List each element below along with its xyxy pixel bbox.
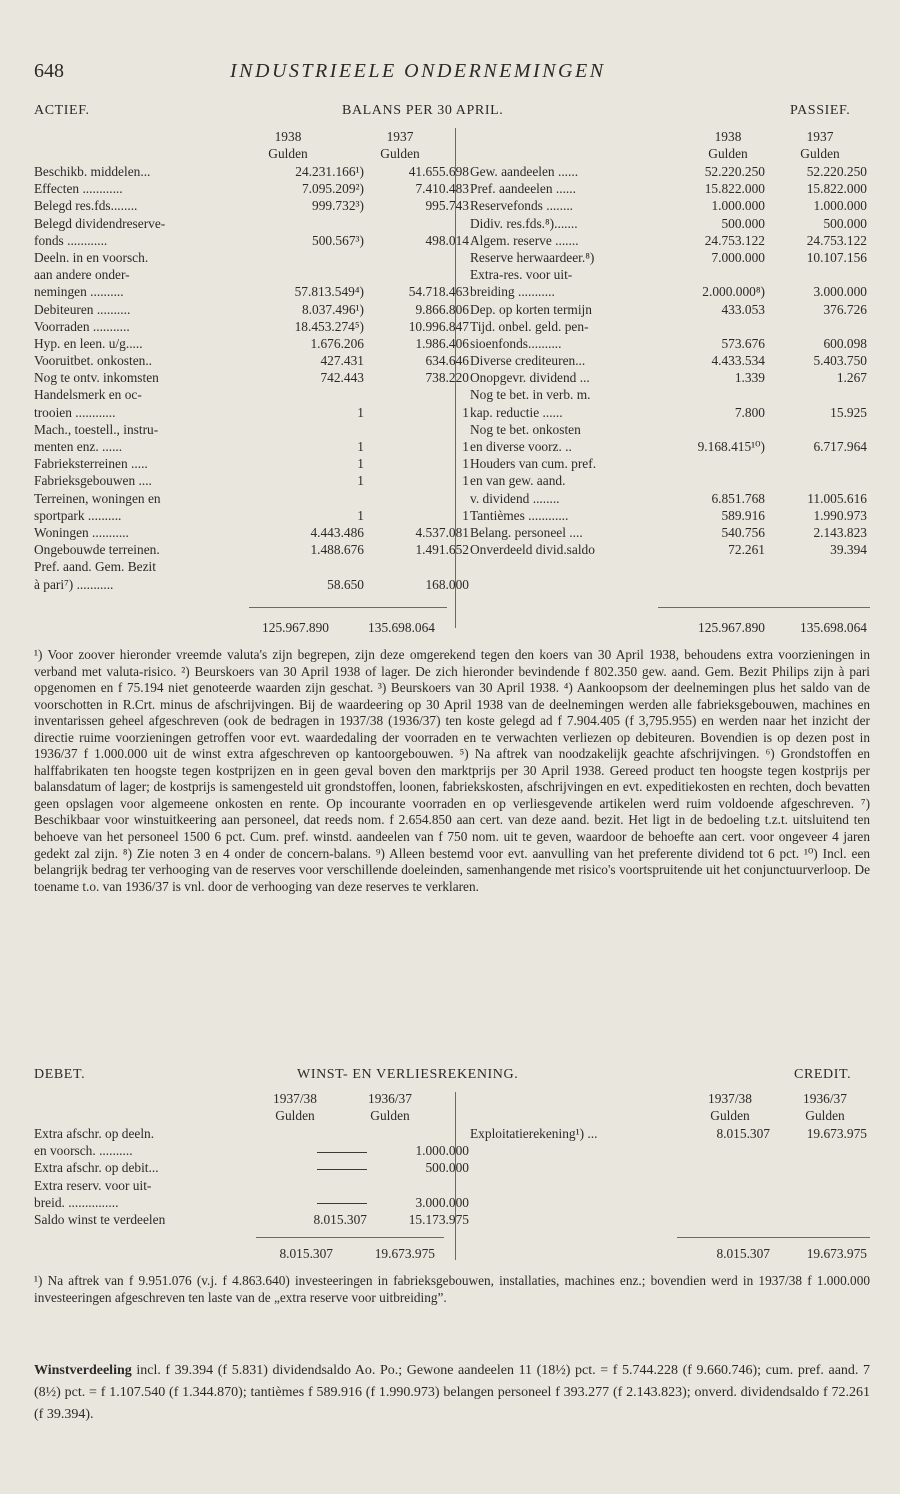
credit-year-1: 1937/38 [708, 1091, 752, 1106]
actief-row: Debiteuren .......... 8.037.496¹) 9.866.806 [34, 301, 469, 317]
passief-row: Diverse crediteuren... 4.433.534 5.403.750 [470, 353, 867, 369]
credit-total-2: 19.673.975 [806, 1246, 867, 1261]
actief-row: Hyp. en leen. u/g..... 1.676.206 1.986.406 [34, 335, 469, 351]
passief-year-1937: 1937 [806, 129, 834, 144]
passief-total-1938: 125.967.890 [698, 620, 765, 635]
pl-footnote-text: ¹) Na aftrek van f 9.951.076 (v.j. f 4.863.640) investeeringen in fabrieksgebouwen, installaties, machines enz.; bovendien werd in 1937/38 f 1.000.000 investeeringen afgeschreven ten laste van de „extra reserve voor uitbreiding”. [34, 1273, 870, 1305]
passief-row: en van gew. aand. [470, 473, 566, 489]
actief-row: aan andere onder- [34, 267, 130, 283]
actief-list [34, 163, 469, 593]
debet-row: breid. ............... 3.000.000 [34, 1194, 469, 1210]
passief-row: Nog te bet. onkosten [470, 421, 581, 437]
passief-row: breiding ........... 2.000.000⁸) 3.000.000 [470, 284, 867, 300]
actief-row: menten enz. ...... 1 1 [34, 439, 469, 454]
credit-year-2: 1936/37 [803, 1091, 847, 1106]
debet-row: Saldo winst te verdeelen 8.015.307 15.173.975 [34, 1211, 469, 1227]
debet-total-rule [256, 1237, 444, 1238]
actief-year-1938: 1938 [274, 129, 302, 144]
actief-row: Deeln. in en voorsch. [34, 249, 149, 265]
passief-row: Houders van cum. pref. [470, 456, 597, 472]
passief-row: Pref. aandeelen ...... 15.822.000 15.822.000 [470, 181, 867, 197]
winstverdeeling-paragraph [34, 1360, 870, 1426]
debet-total-1: 8.015.307 [279, 1246, 333, 1261]
actief-row: Belegd res.fds........ 999.732³) 995.743 [34, 198, 469, 214]
debet-row: Extra reserv. voor uit- [34, 1177, 152, 1193]
passief-unit-1: Gulden [708, 146, 748, 161]
debet-row: Extra afschr. op deeln. [34, 1126, 155, 1141]
actief-row: Pref. aand. Gem. Bezit [34, 559, 156, 575]
actief-row: Ongebouwde terreinen. 1.488.676 1.491.652 [34, 542, 469, 558]
actief-total-1938: 125.967.890 [262, 620, 329, 635]
actief-row: Fabrieksterreinen ..... 1 1 [34, 456, 469, 472]
actief-row: trooien ............ 1 1 [34, 404, 469, 420]
actief-row: Vooruitbet. onkosten.. 427.431 634.646 [34, 353, 469, 369]
passief-unit-2: Gulden [800, 146, 840, 161]
passief-row: v. dividend ........ 6.851.768 11.005.616 [470, 490, 867, 506]
debet-year-2: 1936/37 [368, 1091, 412, 1106]
passief-row: Tijd. onbel. geld. pen- [470, 318, 589, 334]
credit-row: Exploitatierekening¹) ... 8.015.307 19.673.975 [470, 1126, 867, 1141]
debet-unit-1: Gulden [275, 1108, 315, 1123]
actief-total-1937: 135.698.064 [368, 620, 435, 635]
debet-row: en voorsch. .......... 1.000.000 [34, 1143, 469, 1159]
actief-row: Nog te ontv. inkomsten 742.443 738.220 [34, 370, 469, 386]
pl-footnote [34, 1273, 870, 1306]
actief-row: Beschikb. middelen... 24.231.166¹) 41.655.698 [34, 164, 469, 179]
actief-row: fonds ............ 500.567³) 498.014 [34, 232, 469, 248]
page-number: 648 [34, 60, 64, 82]
winstverdeeling-label: Winstverdeeling [34, 1363, 132, 1378]
passief-row: Extra-res. voor uit- [470, 267, 573, 283]
passief-row: Gew. aandeelen ...... 52.220.250 52.220.250 [470, 164, 867, 179]
passief-year-1938: 1938 [714, 129, 742, 144]
passief-row: kap. reductie ...... 7.800 15.925 [470, 404, 867, 420]
actief-unit-1: Gulden [268, 146, 308, 161]
credit-total-1: 8.015.307 [716, 1246, 770, 1261]
credit-unit-1: Gulden [710, 1108, 750, 1123]
passief-row: Nog te bet. in verb. m. [470, 387, 591, 403]
debet-total-2: 19.673.975 [374, 1246, 435, 1261]
actief-total-rule [249, 607, 447, 608]
actief-row: Terreinen, woningen en [34, 490, 161, 506]
actief-row: nemingen .......... 57.813.549⁴) 54.718.463 [34, 284, 469, 300]
actief-row: à pari⁷) ........... 58.650 168.000 [34, 576, 469, 592]
actief-row: Fabrieksgebouwen .... 1 1 [34, 473, 469, 489]
balance-title: BALANS PER 30 APRIL. [342, 103, 504, 118]
passief-row: Algem. reserve ....... 24.753.122 24.753.122 [470, 232, 867, 248]
passief-row: Reservefonds ........ 1.000.000 1.000.000 [470, 198, 867, 214]
passief-row: Onverdeeld divid.saldo 72.261 39.394 [470, 542, 867, 558]
passief-row: en diverse voorz. .. 9.168.415¹⁰) 6.717.964 [470, 439, 867, 454]
debet-list [34, 1125, 469, 1228]
passief-row: Onopgevr. dividend ... 1.339 1.267 [470, 370, 867, 386]
passief-total-1937: 135.698.064 [800, 620, 867, 635]
passief-list [470, 163, 875, 558]
actief-row: sportpark .......... 1 1 [34, 507, 469, 523]
passief-row: Dep. op korten termijn 433.053 376.726 [470, 301, 867, 317]
running-head: INDUSTRIEELE ONDERNEMINGEN [230, 60, 606, 82]
credit-list [470, 1125, 870, 1142]
actief-row: Mach., toestell., instru- [34, 421, 159, 437]
passief-row: Didiv. res.fds.⁸)....... 500.000 500.000 [470, 215, 867, 231]
passief-heading: PASSIEF. [790, 103, 851, 118]
passief-total-rule [658, 607, 870, 608]
debet-row: Extra afschr. op debit... 500.000 [34, 1160, 469, 1176]
pl-title: WINST- EN VERLIESREKENING. [297, 1067, 519, 1082]
actief-row: Voorraden ........... 18.453.274⁵) 10.996.847 [34, 318, 469, 334]
actief-row: Handelsmerk en oc- [34, 387, 142, 403]
balance-footnotes-text: ¹) Voor zoover hieronder vreemde valuta's zijn begrepen, zijn deze omgerekend tegen den koers van 30 April 1938, behoudens extra voorzieningen in verband met valuta-risico. ²) Beurskoers van 30 April 1938 of lager. De zich hieronder bevindende f 802.350 gew. aand. Gem. Bezit Philips zijn à pari opgenomen en f 75.194 niet genoteerde waarden zijn geschat. ³) Beurskoers van 30 April 1938. ⁴) Aankoopsom der deelnemingen plus het saldo van de voorschotten in R.Crt. minus de afschrijvingen. Bij de waardeering op 30 April 1938 van de deelnemingen werden alle fabrieksgebouwen, machines en inventarissen geheel afgeschreven (ook de bedragen in 1937/38 (1936/37) ten koste gelegd ad f 7.904.405 (f 3,795.955) en werden naar het inzicht der directie ruime voorzieningen getroffen voor evt. waardedaling der voorraden en te verwachten verliezen op debiteuren. Bovendien is op dezen post in 1936/37 f 1.000.000 uit de winst extra afgeschreven op kantoorgebouwen. ⁵) Na aftrek van noodzakelijk geachte afschrijvingen. ⁶) Grondstoffen en halffabrikaten ten hoogste tegen kostprijzen en in geen geval boven den marktprijs per 30 April 1938. Gereed product ten hoogste tegen kostprijs per balansdatum of lager; de kostprijs is samengesteld uit grondstoffen, loonen, fabriekskosten, afschrijvingen en evt. expeditiekosten en rechten, doch bevatten geen opslagen voor algemeene onkosten en rente. Op incourante voorraden en op verliesgevende artikelen werd ruim voldoende afgeschreven. ⁷) Beschikbaar voor winstuitkeering aan personeel, dat reeds nom. f 2.654.850 aan cert. van deze aand. bezit. Het ligt in de bedoeling t.z.t. uitsluitend ten behoeve van het personeel 1500 6 pct. Cum. pref. winstd. aandeelen van f 750 nom. uit te geven, waardoor de behoefte aan cert. voor ongeveer 4 jaren gedekt zal zijn. ⁸) Zie noten 3 en 4 onder de concern-balans. ⁹) Alleen bestemd voor evt. aanvulling van het preferente dividend tot 6 pct. ¹⁰) Incl. een belangrijk bedrag ter verhooging van de reserves voor verschillende doeleinden, samenhangende met risico's voortspruitende uit het conjunctuurverloop. De toename t.o. van 1936/37 is vnl. door de verhooging van deze reserves te verklaren. [34, 647, 870, 894]
actief-unit-2: Gulden [380, 146, 420, 161]
passief-row: sioenfonds.......... 573.676 600.098 [470, 335, 867, 351]
actief-row: Woningen ........... 4.443.486 4.537.081 [34, 524, 469, 540]
debet-heading: DEBET. [34, 1067, 86, 1082]
passief-row: Reserve herwaardeer.⁸) 7.000.000 10.107.156 [470, 249, 867, 265]
credit-unit-2: Gulden [805, 1108, 845, 1123]
winstverdeeling-text: incl. f 39.394 (f 5.831) dividendsaldo Ao. Po.; Gewone aandeelen 11 (18½) pct. = f 5.744.228 (f 9.660.746); cum. pref. aand. 7 (8½) pct. = f 1.107.540 (f 1.344.870); tantièmes f 589.916 (f 1.990.973) belangen personeel f 393.277 (f 2.143.823); onverd. dividendsaldo f 72.261 (f 39.394). [34, 1363, 870, 1422]
passief-row: Tantièmes ............ 589.916 1.990.973 [470, 507, 867, 523]
debet-year-1: 1937/38 [273, 1091, 317, 1106]
credit-total-rule [677, 1237, 870, 1238]
actief-row: Belegd dividendreserve- [34, 215, 166, 231]
debet-unit-2: Gulden [370, 1108, 410, 1123]
actief-row: Effecten ............ 7.095.209²) 7.410.483 [34, 181, 469, 197]
actief-heading: ACTIEF. [34, 103, 90, 118]
passief-row: Belang. personeel .... 540.756 2.143.823 [470, 524, 867, 540]
balance-footnotes [34, 647, 870, 895]
credit-heading: CREDIT. [794, 1067, 852, 1082]
actief-year-1937: 1937 [386, 129, 414, 144]
